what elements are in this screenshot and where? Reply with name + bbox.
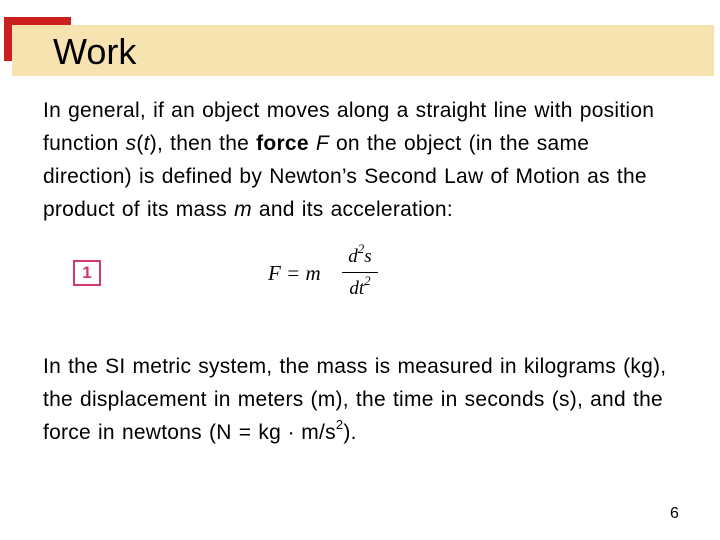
text-run: on the object (in the same direction) is defined by Newton’s Second Law of Motion as the product of its mass: [43, 132, 647, 221]
denominator-base: dt: [349, 278, 365, 299]
text-run: [309, 132, 316, 155]
text-run: In the SI metric system, the mass is measured in kilograms (kg), the displacement in meters (m), the time in seconds (s), and the force in newtons (N = kg: [43, 355, 667, 444]
page-number: 6: [670, 505, 679, 522]
paragraph-si-units: [43, 350, 683, 449]
fraction-denominator: [342, 272, 378, 302]
paragraph-definition: [43, 94, 683, 226]
fraction-numerator: [342, 240, 378, 270]
equation-lhs: F = m: [268, 261, 321, 285]
slide-title: Work: [53, 31, 137, 72]
text-run: In general, if an object moves along a straight line with position function: [43, 99, 655, 155]
numerator-base: d: [348, 246, 358, 267]
newton-second-law-equation: [268, 240, 388, 308]
second-derivative-fraction: [342, 240, 378, 302]
mass-symbol: m: [234, 198, 252, 221]
time-symbol: t: [143, 132, 150, 155]
text-run: ).: [343, 421, 357, 444]
dot-operator-symbol: ∙: [288, 421, 295, 444]
numerator-variable: s: [364, 246, 372, 267]
force-symbol: F: [315, 132, 329, 155]
denominator-exponent: 2: [364, 272, 371, 288]
text-run: and its acceleration:: [251, 198, 453, 221]
fraction-bar: [342, 272, 378, 273]
equation-number: 1: [73, 260, 101, 286]
position-function-symbol: s: [125, 132, 137, 155]
unit-exponent: 2: [335, 417, 344, 432]
text-run: m/s: [294, 421, 336, 444]
text-run: (: [136, 132, 144, 155]
text-run: ), then the: [149, 132, 257, 155]
numerator-exponent: 2: [357, 240, 365, 256]
force-term: force: [256, 132, 309, 155]
